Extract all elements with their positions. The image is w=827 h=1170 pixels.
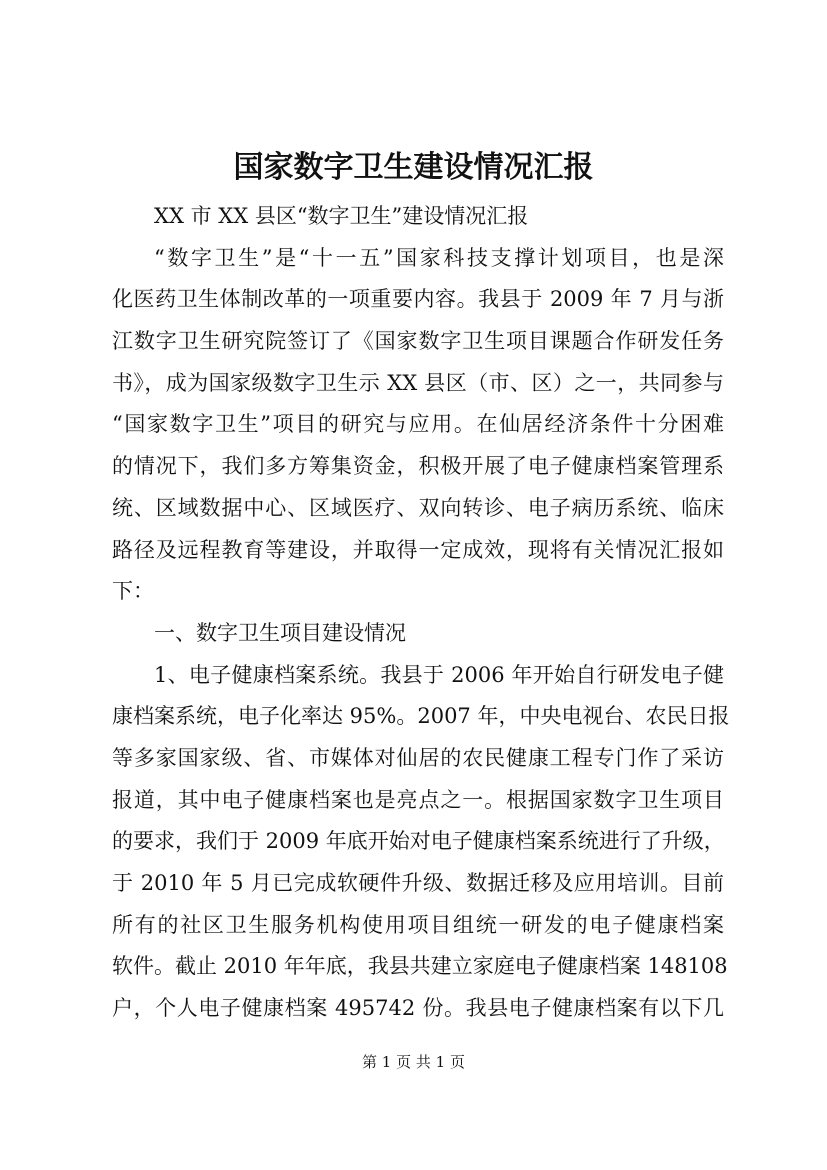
paragraph-line: 路径及远程教育等建设，并取得一定成效，现将有关情况汇报如 xyxy=(112,537,724,562)
document-body xyxy=(112,196,730,1030)
paragraph-line: 的要求，我们于 2009 年底开始对电子健康档案系统进行了升级， xyxy=(112,829,725,854)
section-heading: 一、数字卫生项目建设情况 xyxy=(154,620,406,645)
paragraph-line: 康档案系统，电子化率达 95%。2007 年，中央电视台、农民日报 xyxy=(112,704,730,729)
paragraph-line: 的情况下，我们多方筹集资金，积极开展了电子健康档案管理系 xyxy=(112,454,724,479)
paragraph-line: 于 2010 年 5 月已完成软硬件升级、数据迁移及应用培训。目前 xyxy=(112,871,724,895)
paragraph-line: 统、区域数据中心、区域医疗、双向转诊、电子病历系统、临床 xyxy=(112,495,724,520)
paragraph-line: “数字卫生”是“十一五”国家科技支撑计划项目，也是深 xyxy=(154,245,724,270)
paragraph-line: 书》，成为国家级数字卫生示 XX 县区（市、区）之一，共同参与 xyxy=(112,370,724,395)
document-title: 国家数字卫生建设情况汇报 xyxy=(233,150,594,185)
paragraph-line: 所有的社区卫生服务机构使用项目组统一研发的电子健康档案 xyxy=(112,912,724,937)
paragraph-line: 户，个人电子健康档案 495742 份。我县电子健康档案有以下几 xyxy=(112,996,724,1021)
page-number-footer: 第 1 页 共 1 页 xyxy=(362,1053,465,1071)
paragraph-line: 报道，其中电子健康档案也是亮点之一。根据国家数字卫生项目 xyxy=(112,787,724,812)
paragraph-line: “国家数字卫生”项目的研究与应用。在仙居经济条件十分困难 xyxy=(112,412,724,437)
paragraph-line: 下： xyxy=(112,579,154,604)
paragraph-line: 江数字卫生研究院签订了《国家数字卫生项目课题合作研发任务 xyxy=(112,329,724,354)
paragraph-line: 软件。截止 2010 年年底，我县共建立家庭电子健康档案 148108 xyxy=(112,954,728,979)
paragraph-line: 1、电子健康档案系统。我县于 2006 年开始自行研发电子健 xyxy=(154,662,724,687)
subtitle-line: XX 市 XX 县区“数字卫生”建设情况汇报 xyxy=(154,204,529,228)
paragraph-line: 化医药卫生体制改革的一项重要内容。我县于 2009 年 7 月与浙 xyxy=(112,287,724,312)
paragraph-line: 等多家国家级、省、市媒体对仙居的农民健康工程专门作了采访 xyxy=(112,745,724,770)
